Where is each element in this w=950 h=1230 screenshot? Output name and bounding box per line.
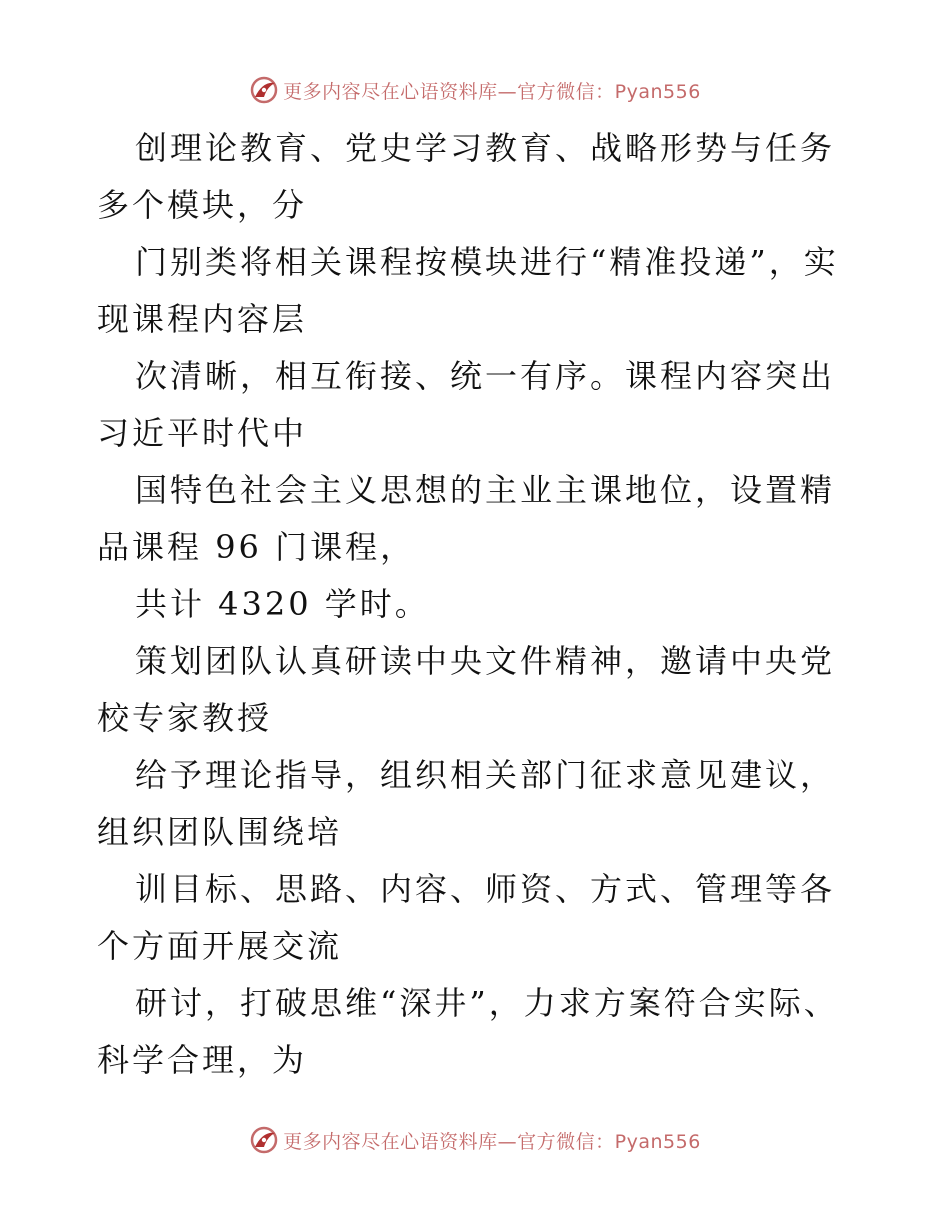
paragraph: 国特色社会主义思想的主业主课地位，设置精品课程 96 门课程， (97, 471, 836, 566)
header-banner (0, 70, 950, 110)
footer-banner (0, 1120, 950, 1160)
paragraph: 创理论教育、党史学习教育、战略形势与任务多个模块，分 (97, 129, 836, 224)
paragraph: 研讨，打破思维“深井”，力求方案符合实际、科学合理，为 (97, 984, 839, 1079)
paragraph: 门别类将相关课程按模块进行“精准投递”，实现课程内容层 (97, 243, 839, 338)
pen-nib-logo-icon (249, 1125, 279, 1155)
paragraph: 次清晰，相互衔接、统一有序。课程内容突出习近平时代中 (97, 357, 836, 452)
pen-nib-logo-icon (249, 75, 279, 105)
paragraph: 策划团队认真研读中央文件精神，邀请中央党校专家教授 (97, 642, 836, 737)
paragraph: 给予理论指导，组织相关部门征求意见建议，组织团队围绕培 (97, 756, 836, 851)
header-banner-text: 更多内容尽在心语资料库—官方微信：Pyan556 (283, 80, 701, 103)
footer-banner-text: 更多内容尽在心语资料库—官方微信：Pyan556 (283, 1130, 701, 1153)
paragraph: 训目标、思路、内容、师资、方式、管理等各个方面开展交流 (97, 870, 836, 965)
document-body (97, 120, 857, 1089)
paragraph: 共计 4320 学时。 (135, 585, 430, 623)
